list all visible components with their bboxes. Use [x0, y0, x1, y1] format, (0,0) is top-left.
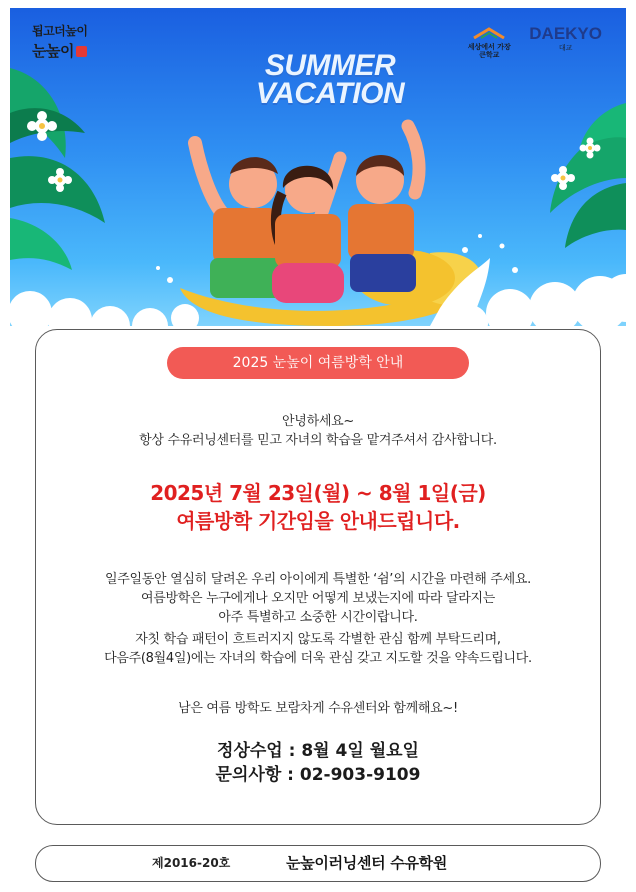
sesang-school-logo: [467, 24, 511, 59]
logo-left-bottom: 눈높이: [32, 42, 74, 60]
children-on-boat-icon: [195, 126, 419, 303]
greeting-line: 안녕하세요~: [282, 414, 354, 429]
vacation-notice-line: 여름방학 기간임을 안내드립니다.: [176, 509, 460, 533]
vacation-dates: 2025년 7월 23일(월) ~ 8월 1일(금): [150, 481, 486, 505]
body-line: 아주 특별하고 소중한 시간이랍니다.: [218, 610, 418, 625]
title-line-2: VACATION: [255, 77, 405, 110]
body-line: 자칫 학습 패턴이 흐트러지지 않도록 각별한 관심 함께 부탁드리며,: [135, 632, 501, 647]
center-name: 눈높이러닝센터 수유학원: [286, 854, 448, 872]
body-line: 일주일동안 열심히 달려온 우리 아이에게 특별한 ‘쉼’의 시간을 마련해 주세요.: [105, 572, 531, 587]
notice-heading: 2025 눈높이 여름방학 안내: [167, 347, 469, 379]
body-line: 여름방학은 누구에게나 오지만 어떻게 보냈는지에 따라 달라지는: [141, 591, 495, 606]
title-line-1: SUMMER: [264, 49, 396, 82]
daekyo-sub: 대교: [558, 44, 573, 52]
greeting-line: 항상 수유러닝센터를 믿고 자녀의 학습을 맡겨주셔서 감사합니다.: [139, 433, 497, 448]
sesang-logo-text: 세상에서 가장큰학교: [467, 43, 511, 59]
body-paragraph-3: 남은 여름 방학도 보람차게 수유센터와 함께해요~!: [178, 701, 458, 716]
notice-box: [35, 329, 601, 825]
nunnopi-logo: [32, 22, 87, 61]
regular-class-info: 정상수업 : 8월 4일 월요일: [217, 741, 419, 761]
contact-info: 문의사항 : 02-903-9109: [215, 765, 421, 785]
body-line: 다음주(8월4일)에는 자녀의 학습에 더욱 관심 갖고 지도할 것을 약속드립니다.: [104, 651, 532, 666]
logo-left-top: 됩고더높이: [32, 24, 88, 38]
greeting-paragraph: [36, 412, 600, 450]
summer-banner: [10, 8, 626, 326]
summer-vacation-title: [255, 49, 405, 110]
daekyo-logo: [529, 24, 602, 53]
partner-logos: [467, 24, 602, 59]
logo-dot-icon: [76, 46, 87, 57]
roof-icon: [472, 27, 506, 39]
daekyo-brand: DAEKYO: [529, 24, 602, 43]
registration-number: 제2016-20호: [152, 856, 231, 870]
body-paragraph-1: [36, 570, 600, 627]
footer-bar: [35, 845, 601, 882]
body-paragraph-2: [36, 630, 600, 668]
